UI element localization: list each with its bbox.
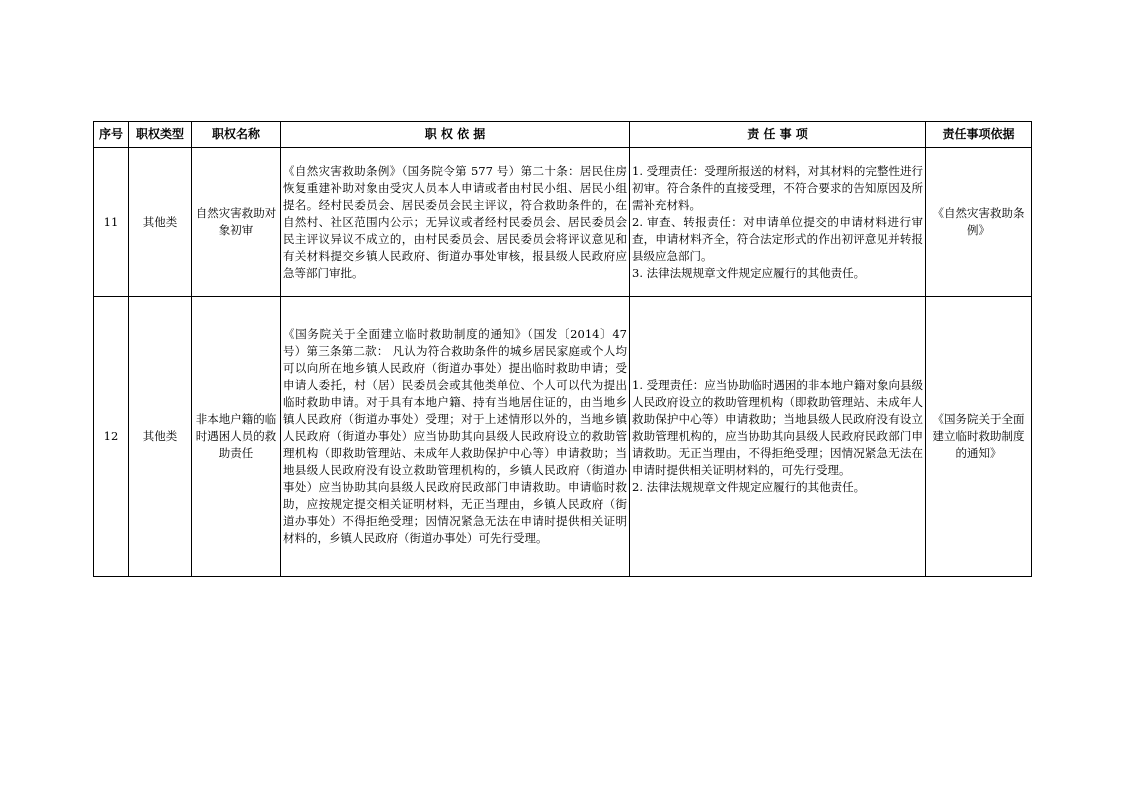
table-header-row [94,122,1032,148]
row-no: 12 [94,297,129,577]
row-no: 11 [94,148,129,297]
table-row [94,297,1032,577]
row-name: 非本地户籍的临时遇困人员的救助责任 [192,297,281,577]
row-basis: 《国务院关于全面建立临时救助制度的通知》（国发〔2014〕47 号）第三条第二款： 凡认为符合救助条件的城乡居民家庭或个人均可以向所在地乡镇人民政府（街道办事处）提出临时救助申请；受申请人委托，村（居）民委员会或其他类单位、个人可以代为提出临时救助申请。对于具有本地户籍、持有当地居住证的，由当地乡镇人民政府（街道办事处）受理；对于上述情形以外的，当地乡镇人民政府（街道办事处）应当协助其向县级人民政府设立的救助管理机构（即救助管理站、未成年人救助保护中心等）申请救助；当地县级人民政府没有设立救助管理机构的，乡镇人民政府（街道办事处）应当协助其向县级人民政府民政部门申请救助。申请临时救助，应按规定提交相关证明材料，无正当理由，乡镇人民政府（街道办事处）不得拒绝受理；因情况紧急无法在申请时提供相关证明材料的，乡镇人民政府（街道办事处）可先行受理。 [281,297,630,577]
header-type: 职权类型 [129,122,192,148]
row-name: 自然灾害救助对象初审 [192,148,281,297]
header-duty-ref: 责任事项依据 [926,122,1032,148]
row-duty-ref: 《国务院关于全面建立临时救助制度的通知》 [926,297,1032,577]
table-row [94,148,1032,297]
header-basis: 职 权 依 据 [281,122,630,148]
duty-item: 3. 法律法规规章文件规定应履行的其他责任。 [632,265,866,280]
duty-item: 2. 法律法规规章文件规定应履行的其他责任。 [632,480,866,494]
duty-table [93,121,1032,577]
header-duty: 责 任 事 项 [630,122,926,148]
duty-item: 1. 受理责任：应当协助临时遇困的非本地户籍对象向县级人民政府设立的救助管理机构（即救助管理站、未成年人救助保护中心等）申请救助；当地县级人民政府没有设立救助管理机构的，应当协助其向县级人民政府民政部门申请救助。无正当理由，不得拒绝受理；因情况紧急无法在申请时提供相关证明材料的，可先行受理。 [632,378,923,477]
row-type: 其他类 [129,297,192,577]
header-name: 职权名称 [192,122,281,148]
duty-item: 1. 受理责任：受理所报送的材料，对其材料的完整性进行初审。符合条件的直接受理，不符合要求的告知原因及所需补充材料。 [632,163,923,212]
row-duties [630,297,926,577]
header-no: 序号 [94,122,129,148]
row-basis: 《自然灾害救助条例》（国务院令第 577 号）第二十条：居民住房恢复重建补助对象由受灾人员本人申请或者由村民小组、居民小组提名。经村民委员会、居民委员会民主评议，符合救助条件的，在自然村、社区范围内公示；无异议或者经村民委员会、居民委员会民主评议异议不成立的，由村民委员会、居民委员会将评议意见和有关材料提交乡镇人民政府、街道办事处审核，报县级人民政府应急等部门审批。 [281,148,630,297]
row-duties [630,148,926,297]
row-type: 其他类 [129,148,192,297]
row-duty-ref: 《自然灾害救助条例》 [926,148,1032,297]
duty-item: 2. 审查、转报责任：对申请单位提交的申请材料进行审查，申请材料齐全，符合法定形式的作出初评意见并转报县级应急部门。 [632,214,923,263]
